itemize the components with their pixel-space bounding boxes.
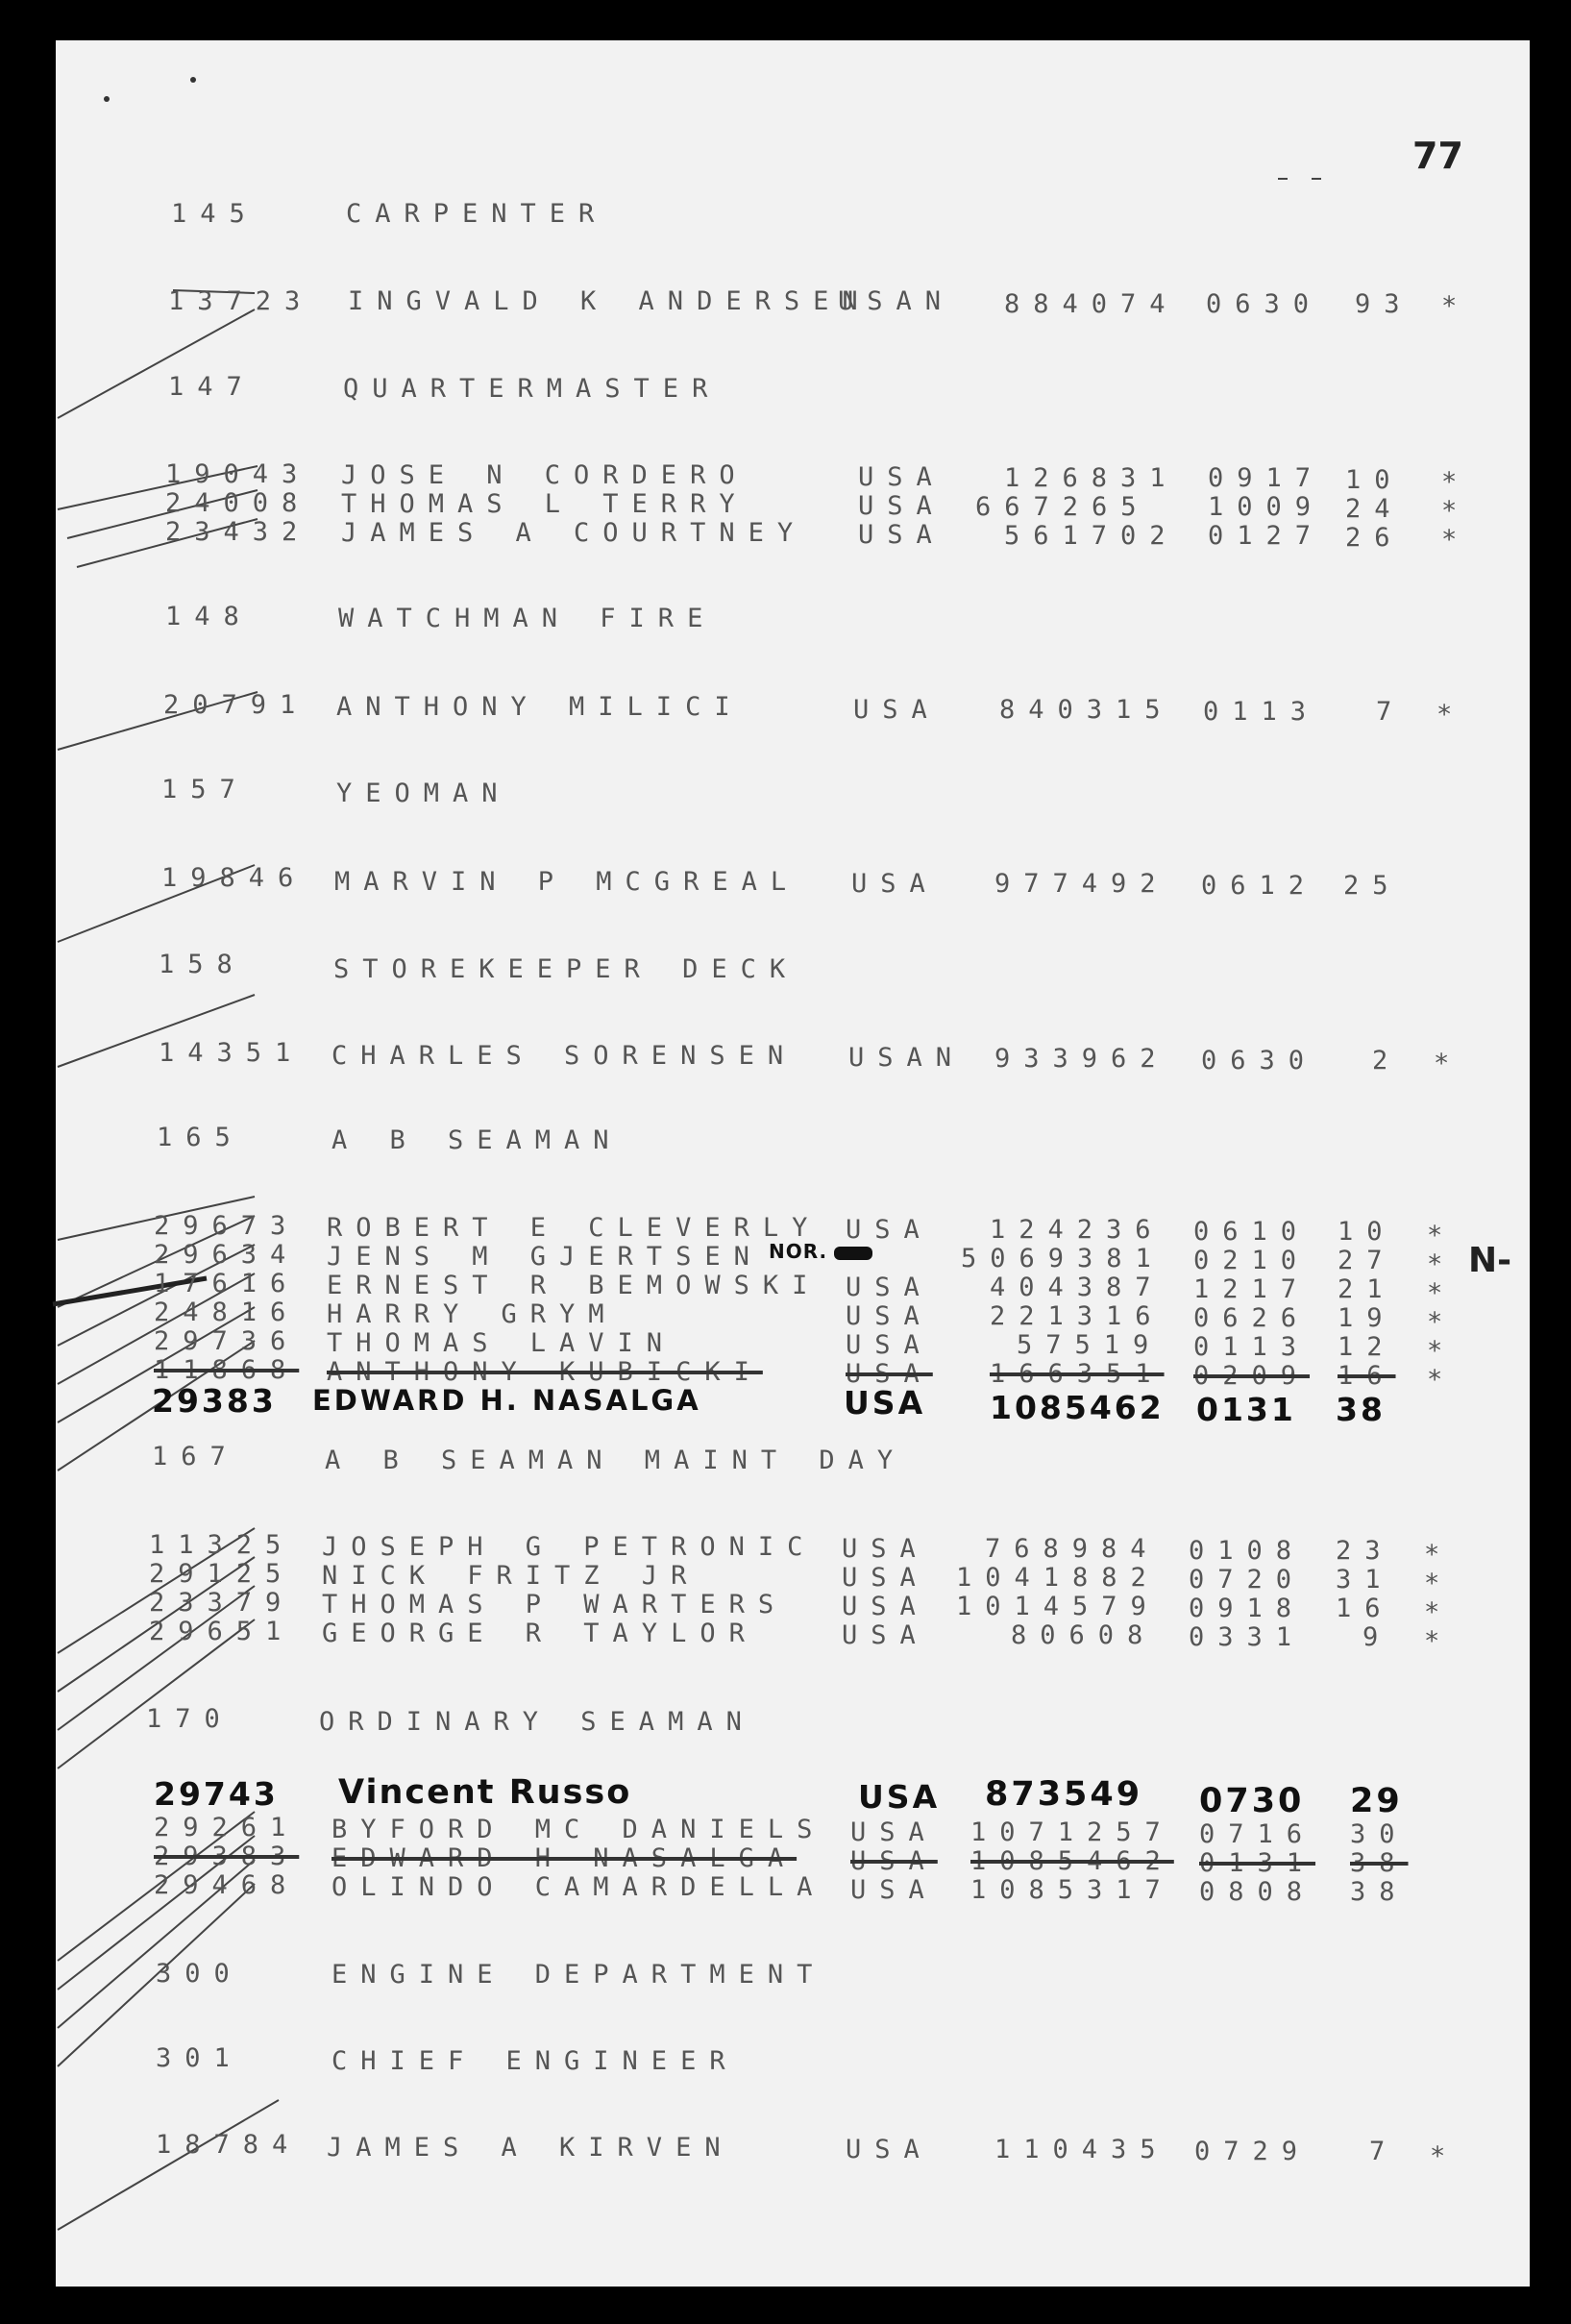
date-code: 0626 (1193, 1303, 1311, 1333)
nationality: USAN (848, 1043, 966, 1073)
nationality: USA (850, 1846, 938, 1876)
section-title: A B SEAMAN (331, 1125, 623, 1155)
crew-id: 14351 (159, 1038, 305, 1068)
date-code: 0716 (1199, 1819, 1316, 1849)
crew-id: 19043 (165, 459, 311, 489)
crew-id: 29261 (154, 1813, 300, 1842)
section-code: 301 (156, 2043, 243, 2073)
crew-id: 29743 (154, 1775, 279, 1813)
value: 9 (1362, 1622, 1392, 1652)
value: 38 (1350, 1877, 1409, 1907)
crew-name: JAMES A COURTNEY (341, 518, 807, 548)
document-number: 1085317 (970, 1875, 1174, 1905)
value: 38 (1336, 1391, 1386, 1428)
crew-id: 23432 (165, 517, 311, 547)
value: 10 (1338, 1217, 1396, 1247)
section-code: 167 (152, 1442, 239, 1471)
crew-name: BYFORD MC DANIELS (331, 1815, 826, 1844)
value: 24 (1345, 494, 1404, 524)
crew-name: MARVIN P MCGREAL (334, 867, 800, 897)
date-code: 0610 (1193, 1217, 1311, 1247)
nationality: USA (844, 1384, 926, 1422)
crew-id: 18784 (156, 2130, 302, 2160)
document-number: 768984 (985, 1534, 1160, 1564)
crew-name: ANTHONY KUBICKI (327, 1357, 763, 1387)
document-number: 126831 (1004, 463, 1179, 493)
date-code: 0808 (1199, 1877, 1316, 1907)
section-code: 300 (156, 1959, 243, 1989)
value: 26 (1345, 523, 1404, 553)
crew-id: 29383 (152, 1382, 277, 1420)
crew-id: 29673 (154, 1211, 300, 1241)
section-title: ENGINE DEPARTMENT (331, 1960, 826, 1990)
nationality: USA (858, 462, 945, 492)
section-title: WATCHMAN FIRE (338, 604, 717, 633)
document-number: 873549 (985, 1775, 1143, 1814)
value: 16 (1338, 1361, 1396, 1391)
nationality: USA (858, 1778, 941, 1816)
section-code: 147 (168, 372, 256, 402)
asterisk-mark: * (1424, 1540, 1454, 1570)
crew-name: ERNEST R BEMOWSKI (327, 1271, 822, 1300)
crew-id: 29736 (154, 1326, 300, 1356)
document-number: 124236 (990, 1215, 1165, 1245)
crew-id: 20791 (163, 690, 309, 720)
section-title: A B SEAMAN MAINT DAY (325, 1446, 907, 1475)
crew-name: THOMAS LAVIN (327, 1328, 676, 1358)
ink-blot (834, 1247, 872, 1260)
crew-name: Vincent Russo (338, 1773, 632, 1812)
crew-id: 13723 (168, 286, 314, 316)
crew-name: THOMAS P WARTERS (322, 1590, 788, 1619)
crew-name: THOMAS L TERRY (341, 489, 749, 519)
crew-id: 29125 (149, 1559, 295, 1589)
asterisk-mark: * (1441, 467, 1471, 497)
section-title: QUARTERMASTER (343, 374, 722, 404)
value: 7 (1369, 2137, 1399, 2166)
crew-name: EDWARD H NASALGA (331, 1843, 798, 1873)
crew-id: 17616 (154, 1269, 300, 1298)
document-number: 57519 (1017, 1330, 1163, 1360)
crew-id: 29468 (154, 1870, 300, 1900)
crew-name: EDWARD H. NASALGA (312, 1384, 701, 1417)
document-number: 1041882 (956, 1563, 1160, 1593)
section-title: ORDINARY SEAMAN (319, 1707, 755, 1737)
document-number: 1014579 (956, 1592, 1160, 1621)
section-code: 148 (165, 602, 253, 631)
nationality: USA (850, 1817, 938, 1847)
crew-id: 24816 (154, 1298, 300, 1327)
nationality: USA (842, 1620, 929, 1650)
asterisk-mark: * (1441, 525, 1471, 555)
value: 25 (1343, 871, 1402, 901)
section-code: 157 (161, 775, 249, 804)
crew-id: 19846 (161, 863, 307, 893)
margin-note: N- (1468, 1241, 1512, 1280)
nationality: USA (846, 2135, 933, 2164)
asterisk-mark: * (1441, 496, 1471, 526)
crew-name: JAMES A KIRVEN (327, 2133, 734, 2163)
crew-name: CHARLES SORENSEN (331, 1041, 798, 1071)
crew-name: INGVALD K ANDERSEN (348, 286, 871, 316)
nationality: USA (851, 869, 939, 899)
date-code: 0730 (1199, 1782, 1305, 1820)
asterisk-mark: * (1424, 1597, 1454, 1627)
asterisk-mark: * (1434, 1049, 1463, 1078)
crew-id: 29383 (154, 1842, 300, 1871)
date-code: 0131 (1196, 1391, 1296, 1428)
asterisk-mark: * (1427, 1336, 1457, 1366)
nationality: NOR. (769, 1240, 828, 1263)
crew-name: HARRY GRYM (327, 1299, 618, 1329)
nationality: USA (858, 491, 945, 521)
section-code: 170 (146, 1704, 233, 1734)
crew-id: 11325 (149, 1530, 295, 1560)
date-code: 0331 (1189, 1622, 1306, 1652)
date-code: 1009 (1208, 492, 1325, 522)
value: 23 (1336, 1536, 1394, 1566)
nationality: USA (842, 1563, 929, 1593)
date-code: 0113 (1203, 697, 1320, 727)
asterisk-mark: * (1441, 291, 1471, 321)
date-code: 0630 (1201, 1046, 1318, 1075)
crew-name: OLINDO CAMARDELLA (331, 1872, 826, 1902)
crew-id: 11868 (154, 1355, 300, 1385)
nationality: USA (842, 1534, 929, 1564)
date-code: 0209 (1193, 1361, 1311, 1391)
value: 21 (1338, 1274, 1396, 1304)
nationality: USA (846, 1330, 933, 1360)
section-title: CARPENTER (346, 199, 608, 229)
date-code: 0729 (1194, 2137, 1312, 2166)
document-number: 884074 (1004, 289, 1179, 319)
document-number: 840315 (999, 695, 1174, 725)
nationality: USA (846, 1215, 933, 1245)
document-number: 933962 (994, 1044, 1169, 1074)
value: 7 (1376, 697, 1406, 727)
crew-id: 29651 (149, 1617, 295, 1646)
date-code: 0127 (1208, 521, 1325, 551)
nationality: USA (846, 1273, 933, 1302)
value: 29 (1350, 1782, 1403, 1820)
asterisk-mark: * (1427, 1249, 1457, 1279)
document-number: 404387 (990, 1273, 1165, 1302)
crew-name: NICK FRITZ JR (322, 1561, 700, 1591)
value: 27 (1338, 1246, 1396, 1275)
nationality: USA (846, 1301, 933, 1331)
date-code: 0113 (1193, 1332, 1311, 1362)
date-code: 0612 (1201, 871, 1318, 901)
asterisk-mark: * (1424, 1569, 1454, 1598)
document-number: 110435 (994, 2135, 1169, 2164)
nationality: USAN (838, 286, 955, 316)
document-number: 80608 (1011, 1620, 1157, 1650)
crew-id: 29634 (154, 1240, 300, 1270)
value: 93 (1355, 289, 1413, 319)
document-number: 5069381 (961, 1244, 1165, 1273)
page-number: 77 (1412, 135, 1463, 177)
asterisk-mark: * (1427, 1221, 1457, 1250)
value: 31 (1336, 1565, 1394, 1595)
section-code: 145 (171, 199, 258, 229)
date-code: 0131 (1199, 1848, 1316, 1878)
document-number: 221316 (990, 1301, 1165, 1331)
asterisk-mark: * (1424, 1626, 1454, 1656)
document-number: 1085462 (990, 1389, 1165, 1426)
value: 10 (1345, 465, 1404, 495)
nationality: USA (858, 520, 945, 550)
value: 19 (1338, 1303, 1396, 1333)
section-title: CHIEF ENGINEER (331, 2046, 739, 2076)
asterisk-mark: * (1427, 1307, 1457, 1337)
nationality: USA (846, 1359, 933, 1389)
section-title: STOREKEEPER DECK (333, 954, 799, 984)
document-number: 1071257 (970, 1817, 1174, 1847)
document-number: 667265 (975, 492, 1150, 522)
date-code: 0918 (1189, 1594, 1306, 1623)
nationality: USA (842, 1592, 929, 1621)
asterisk-mark: * (1436, 700, 1466, 729)
value: 38 (1350, 1848, 1409, 1878)
date-code: 0917 (1208, 463, 1325, 493)
section-code: 158 (159, 950, 246, 979)
document-number: 166351 (990, 1359, 1165, 1389)
value: 30 (1350, 1819, 1409, 1849)
crew-name: JOSE N CORDERO (341, 460, 749, 490)
date-code: 0210 (1193, 1246, 1311, 1275)
section-title: YEOMAN (336, 779, 511, 808)
date-code: 0630 (1206, 289, 1323, 319)
nationality: USA (853, 695, 941, 725)
asterisk-mark: * (1427, 1365, 1457, 1395)
crew-name: JOSEPH G PETRONIC (322, 1532, 817, 1562)
asterisk-mark: * (1427, 1278, 1457, 1308)
document-number: 1085462 (970, 1846, 1174, 1876)
date-code: 0720 (1189, 1565, 1306, 1595)
crew-id: 24008 (165, 488, 311, 518)
value: 16 (1336, 1594, 1394, 1623)
document-number: 561702 (1004, 521, 1179, 551)
asterisk-mark: * (1430, 2141, 1460, 2171)
crew-id: 23379 (149, 1588, 295, 1618)
crew-name: ANTHONY MILICI (336, 692, 744, 722)
nationality: USA (850, 1875, 938, 1905)
value: 12 (1338, 1332, 1396, 1362)
document-number: 977492 (994, 869, 1169, 899)
crew-name: ROBERT E CLEVERLY (327, 1213, 822, 1243)
value: 2 (1372, 1046, 1402, 1075)
crew-name: JENS M GJERTSEN (327, 1242, 763, 1272)
crew-name: GEORGE R TAYLOR (322, 1619, 758, 1648)
date-code: 1217 (1193, 1274, 1311, 1304)
date-code: 0108 (1189, 1536, 1306, 1566)
section-code: 165 (157, 1123, 244, 1152)
